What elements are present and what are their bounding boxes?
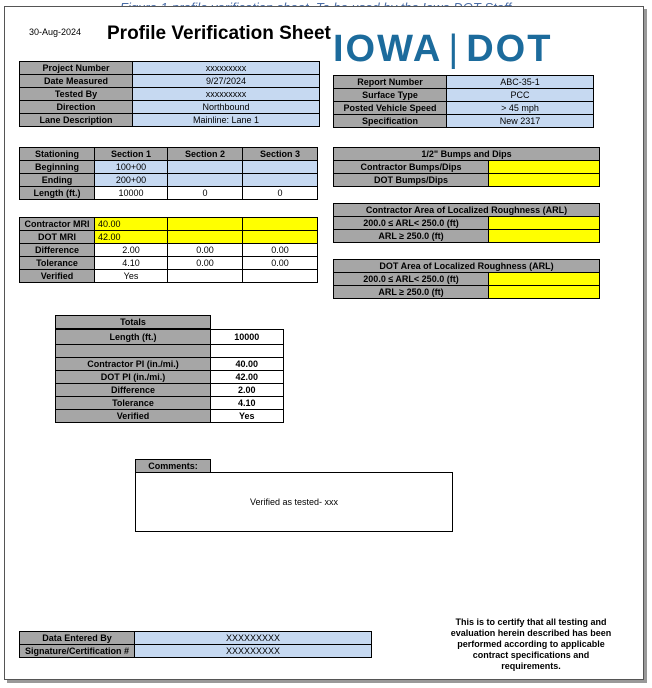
- table-row: [20, 270, 318, 283]
- table-row: [20, 88, 320, 101]
- table-row: [20, 62, 320, 75]
- table-row: [20, 632, 372, 645]
- project-info-table: [19, 61, 320, 127]
- table-row: [334, 273, 600, 286]
- totals-verified-value: Yes: [211, 410, 284, 423]
- totals-length-value: 10000: [211, 329, 284, 345]
- specification-value: New 2317: [447, 115, 594, 128]
- lane-description-label: Lane Description: [20, 114, 133, 127]
- difference-section-2: 0.00: [168, 244, 243, 257]
- beginning-section-3: [243, 161, 318, 174]
- table-row: [334, 217, 600, 230]
- table-row: [334, 115, 594, 128]
- table-row: [334, 286, 600, 299]
- ending-section-1: 200+00: [95, 174, 168, 187]
- verified-section-1: Yes: [95, 270, 168, 283]
- direction-label: Direction: [20, 101, 133, 114]
- table-row: [20, 174, 318, 187]
- tested-by-value: xxxxxxxxx: [133, 88, 320, 101]
- table-row: [20, 257, 318, 270]
- report-number-value: ABC-35-1: [447, 76, 594, 89]
- totals-verified-label: Verified: [56, 410, 211, 423]
- difference-label: Difference: [20, 244, 95, 257]
- verified-label: Verified: [20, 270, 95, 283]
- beginning-section-2: [168, 161, 243, 174]
- report-info-table: [333, 75, 594, 128]
- table-row: [56, 410, 284, 423]
- dot-arl-range-label: 200.0 ≤ ARL< 250.0 (ft): [334, 273, 489, 286]
- tolerance-section-2: 0.00: [168, 257, 243, 270]
- contractor-mri-section-1: 40.00: [95, 218, 168, 231]
- stationing-header: Stationing: [20, 148, 95, 161]
- contractor-arl-table: [333, 203, 600, 243]
- dot-arl-title: DOT Area of Localized Roughness (ARL): [334, 260, 600, 273]
- totals-table: [55, 315, 284, 423]
- totals-difference-label: Difference: [56, 384, 211, 397]
- table-row: [334, 161, 600, 174]
- date-stamp: 30-Aug-2024: [29, 27, 82, 37]
- difference-section-1: 2.00: [95, 244, 168, 257]
- ending-label: Ending: [20, 174, 95, 187]
- surface-type-value: PCC: [447, 89, 594, 102]
- table-row: [56, 316, 284, 330]
- totals-length-label: Length (ft.): [56, 329, 211, 345]
- table-row: [334, 102, 594, 115]
- posted-speed-value: > 45 mph: [447, 102, 594, 115]
- dot-mri-label: DOT MRI: [20, 231, 95, 244]
- data-entered-label: Data Entered By: [20, 632, 135, 645]
- signature-label: Signature/Certification #: [20, 645, 135, 658]
- ending-section-3: [243, 174, 318, 187]
- posted-speed-label: Posted Vehicle Speed: [334, 102, 447, 115]
- data-entered-value: XXXXXXXXX: [135, 632, 372, 645]
- contractor-mri-label: Contractor MRI: [20, 218, 95, 231]
- beginning-section-1: 100+00: [95, 161, 168, 174]
- stationing-table: [19, 147, 318, 200]
- table-row: [334, 230, 600, 243]
- dot-pi-value: 42.00: [211, 371, 284, 384]
- logo-dot-text: DOT: [466, 28, 553, 70]
- verified-section-2: [168, 270, 243, 283]
- dot-mri-section-3: [243, 231, 318, 244]
- table-row: [334, 260, 600, 273]
- comments-box: [135, 472, 453, 532]
- sheet-title: Profile Verification Sheet: [107, 23, 331, 44]
- contractor-bumps-label: Contractor Bumps/Dips: [334, 161, 489, 174]
- contractor-pi-value: 40.00: [211, 358, 284, 371]
- comments-text: Verified as tested- xxx: [249, 497, 339, 507]
- totals-title: Totals: [56, 316, 211, 330]
- table-row: [20, 75, 320, 88]
- tolerance-section-1: 4.10: [95, 257, 168, 270]
- lane-description-value: Mainline: Lane 1: [133, 114, 320, 127]
- table-row: [20, 187, 318, 200]
- section-2-header: Section 2: [168, 148, 243, 161]
- bumps-dips-title: 1/2" Bumps and Dips: [334, 148, 600, 161]
- beginning-label: Beginning: [20, 161, 95, 174]
- totals-tolerance-value: 4.10: [211, 397, 284, 410]
- contractor-arl-over-label: ARL ≥ 250.0 (ft): [334, 230, 489, 243]
- table-row: [20, 645, 372, 658]
- iowa-dot-logo: [333, 29, 552, 69]
- table-row: [334, 174, 600, 187]
- verification-sheet: [4, 6, 644, 680]
- totals-tolerance-label: Tolerance: [56, 397, 211, 410]
- tested-by-label: Tested By: [20, 88, 133, 101]
- totals-difference-value: 2.00: [211, 384, 284, 397]
- tolerance-label: Tolerance: [20, 257, 95, 270]
- surface-type-label: Surface Type: [334, 89, 447, 102]
- section-1-header: Section 1: [95, 148, 168, 161]
- project-number-label: Project Number: [20, 62, 133, 75]
- length-section-3: 0: [243, 187, 318, 200]
- length-label: Length (ft.): [20, 187, 95, 200]
- length-section-2: 0: [168, 187, 243, 200]
- signature-value: XXXXXXXXX: [135, 645, 372, 658]
- table-row: [56, 371, 284, 384]
- table-row: [20, 231, 318, 244]
- dot-arl-over-value: [489, 286, 600, 299]
- date-measured-label: Date Measured: [20, 75, 133, 88]
- contractor-mri-section-2: [168, 218, 243, 231]
- table-row: [56, 397, 284, 410]
- contractor-arl-title: Contractor Area of Localized Roughness (ARL): [334, 204, 600, 217]
- table-row: [20, 101, 320, 114]
- difference-section-3: 0.00: [243, 244, 318, 257]
- table-row: [334, 76, 594, 89]
- dot-mri-section-1: 42.00: [95, 231, 168, 244]
- table-row: [334, 148, 600, 161]
- dot-mri-section-2: [168, 231, 243, 244]
- footer-table: [19, 631, 372, 658]
- ending-section-2: [168, 174, 243, 187]
- logo-iowa-text: IOWA: [333, 28, 443, 70]
- length-section-1: 10000: [95, 187, 168, 200]
- table-row: [334, 89, 594, 102]
- table-row: [56, 358, 284, 371]
- date-measured-value: 9/27/2024: [133, 75, 320, 88]
- section-3-header: Section 3: [243, 148, 318, 161]
- certification-text: This is to certify that all testing and evaluation herein described has been performed according to applicable contract specifications and requirements.: [450, 617, 612, 671]
- bumps-dips-table: [333, 147, 600, 187]
- mri-table: [19, 217, 318, 283]
- specification-label: Specification: [334, 115, 447, 128]
- contractor-mri-section-3: [243, 218, 318, 231]
- contractor-arl-range-label: 200.0 ≤ ARL< 250.0 (ft): [334, 217, 489, 230]
- logo-separator: |: [448, 28, 461, 70]
- dot-bumps-value: [489, 174, 600, 187]
- table-row: [20, 244, 318, 257]
- table-row: [56, 384, 284, 397]
- table-row: [20, 161, 318, 174]
- contractor-arl-over-value: [489, 230, 600, 243]
- contractor-arl-range-value: [489, 217, 600, 230]
- report-number-label: Report Number: [334, 76, 447, 89]
- table-row: [20, 218, 318, 231]
- dot-bumps-label: DOT Bumps/Dips: [334, 174, 489, 187]
- table-row: [56, 345, 284, 358]
- dot-pi-label: DOT PI (in./mi.): [56, 371, 211, 384]
- contractor-bumps-value: [489, 161, 600, 174]
- contractor-pi-label: Contractor PI (in./mi.): [56, 358, 211, 371]
- tolerance-section-3: 0.00: [243, 257, 318, 270]
- dot-arl-table: [333, 259, 600, 299]
- comments-label: Comments:: [135, 459, 211, 473]
- table-row: [20, 114, 320, 127]
- direction-value: Northbound: [133, 101, 320, 114]
- project-number-value: xxxxxxxxx: [133, 62, 320, 75]
- verified-section-3: [243, 270, 318, 283]
- table-row: [56, 329, 284, 345]
- table-row: [20, 148, 318, 161]
- dot-arl-over-label: ARL ≥ 250.0 (ft): [334, 286, 489, 299]
- table-row: [334, 204, 600, 217]
- dot-arl-range-value: [489, 273, 600, 286]
